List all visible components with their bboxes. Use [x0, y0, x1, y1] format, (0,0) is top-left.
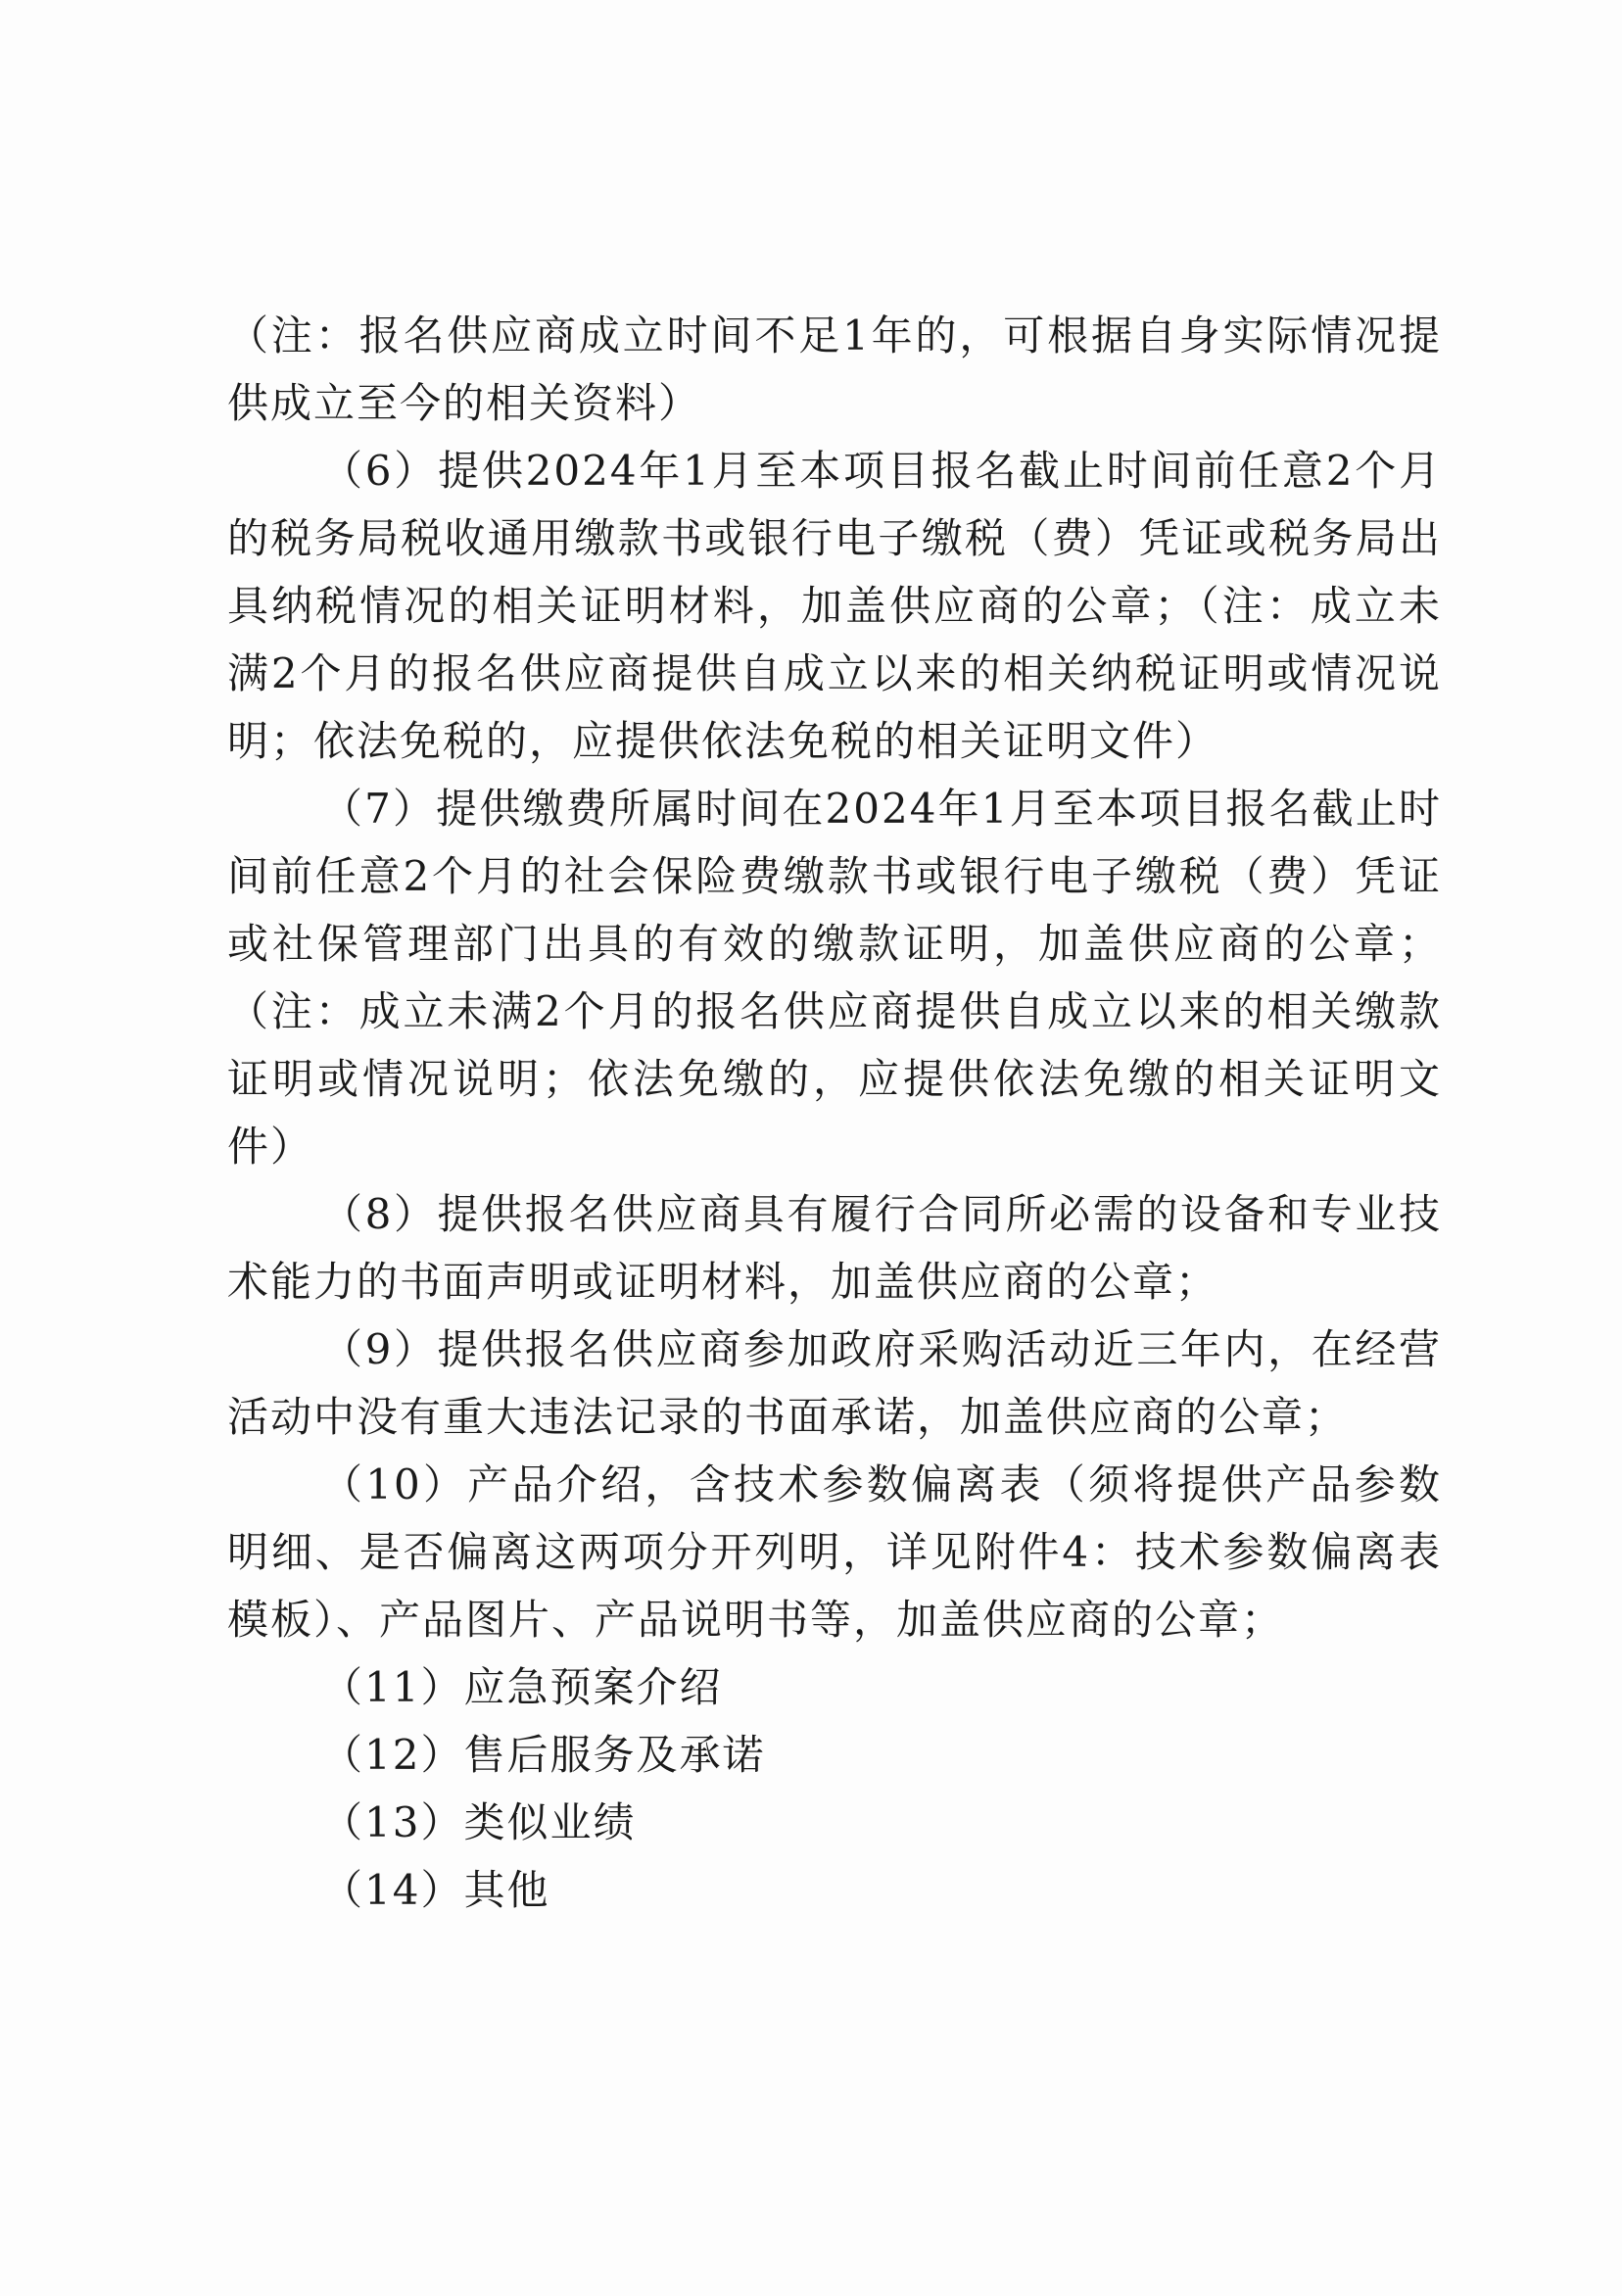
clause-7: （7）提供缴费所属时间在2024年1月至本项目报名截止时间前任意2个月的社会保险费缴款书或银行电子缴税（费）凭证或社保管理部门出具的有效的缴款证明，加盖供应商的公章；（注：成立未满2个月的报名供应商提供自成立以来的相关缴款证明或情况说明；依法免缴的，应提供依法免缴的相关证明文件）: [227, 785, 1442, 1171]
clause-8: （8）提供报名供应商具有履行合同所必需的设备和专业技术能力的书面声明或证明材料，加盖供应商的公章；: [227, 1190, 1442, 1306]
clause-14: （14）其他: [321, 1866, 550, 1914]
clause-10: （10）产品介绍，含技术参数偏离表（须将提供产品参数明细、是否偏离这两项分开列明，详见附件4：技术参数偏离表模板）、产品图片、产品说明书等，加盖供应商的公章；: [227, 1460, 1442, 1644]
clause-12: （12）售后服务及承诺: [321, 1731, 766, 1779]
clause-11: （11）应急预案介绍: [321, 1663, 723, 1711]
document-body: [227, 302, 1442, 1924]
clause-6: （6）提供2024年1月至本项目报名截止时间前任意2个月的税务局税收通用缴款书或银行电子缴税（费）凭证或税务局出具纳税情况的相关证明材料，加盖供应商的公章；（注：成立未满2个月的报名供应商提供自成立以来的相关纳税证明或情况说明；依法免税的，应提供依法免税的相关证明文件）: [227, 447, 1442, 765]
note-paragraph: （注：报名供应商成立时间不足1年的，可根据自身实际情况提供成立至今的相关资料）: [227, 311, 1442, 427]
clause-13: （13）类似业绩: [321, 1798, 637, 1846]
clause-9: （9）提供报名供应商参加政府采购活动近三年内，在经营活动中没有重大违法记录的书面承诺，加盖供应商的公章；: [227, 1325, 1442, 1441]
